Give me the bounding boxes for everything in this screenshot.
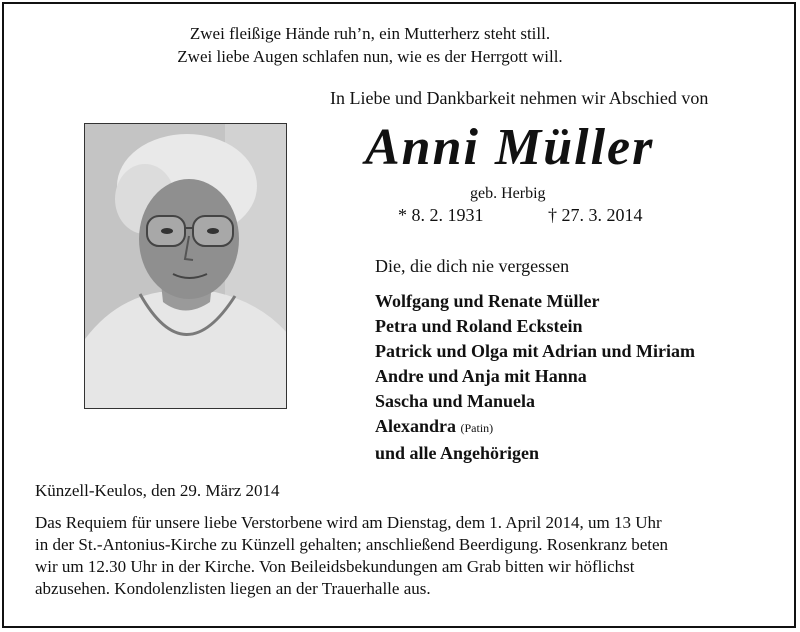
mourners-list xyxy=(375,289,695,466)
portrait-photo xyxy=(84,123,287,409)
mourner-entry: Wolfgang und Renate Müller xyxy=(375,291,600,311)
mourner-entry-alexandra xyxy=(375,414,695,441)
poem-line-1: Zwei fleißige Hände ruh’n, ein Mutterherz steht still. xyxy=(189,24,551,43)
service-notice xyxy=(35,512,768,600)
mourner-entry: und alle Angehörigen xyxy=(375,443,540,463)
maiden-name: geb. Herbig xyxy=(470,185,546,202)
death-date: † 27. 3. 2014 xyxy=(548,205,643,225)
mourner-entry: Sascha und Manuela xyxy=(375,391,536,411)
mourner-note: (Patin) xyxy=(460,421,494,435)
portrait-image xyxy=(85,124,287,409)
farewell-intro: In Liebe und Dankbarkeit nehmen wir Abschied von xyxy=(330,88,709,108)
mourner-entry: Andre und Anja mit Hanna xyxy=(375,366,587,386)
deceased-name: Anni Müller xyxy=(365,119,655,176)
mourners-intro: Die, die dich nie vergessen xyxy=(375,256,570,276)
mourner-entry: Petra und Roland Eckstein xyxy=(375,316,583,336)
birth-date: * 8. 2. 1931 xyxy=(398,205,484,225)
mourner-entry: Patrick und Olga mit Adrian und Miriam xyxy=(375,341,696,361)
notice-line: wir um 12.30 Uhr in der Kirche. Von Beileidsbekundungen am Grab bitten wir höflichst xyxy=(35,557,635,576)
notice-line: abzusehen. Kondolenzlisten liegen an der Trauerhalle aus. xyxy=(35,579,431,598)
notice-line: Das Requiem für unsere liebe Verstorbene wird am Dienstag, dem 1. April 2014, um 13 Uhr xyxy=(35,513,662,532)
poem-line-2: Zwei liebe Augen schlafen nun, wie es der Herrgott will. xyxy=(177,47,563,66)
notice-line: in der St.-Antonius-Kirche zu Künzell gehalten; anschließend Beerdigung. Rosenkranz beten xyxy=(35,535,669,554)
place-and-date: Künzell-Keulos, den 29. März 2014 xyxy=(35,481,280,500)
poem xyxy=(140,22,600,68)
mourner-name: Alexandra xyxy=(375,416,456,436)
